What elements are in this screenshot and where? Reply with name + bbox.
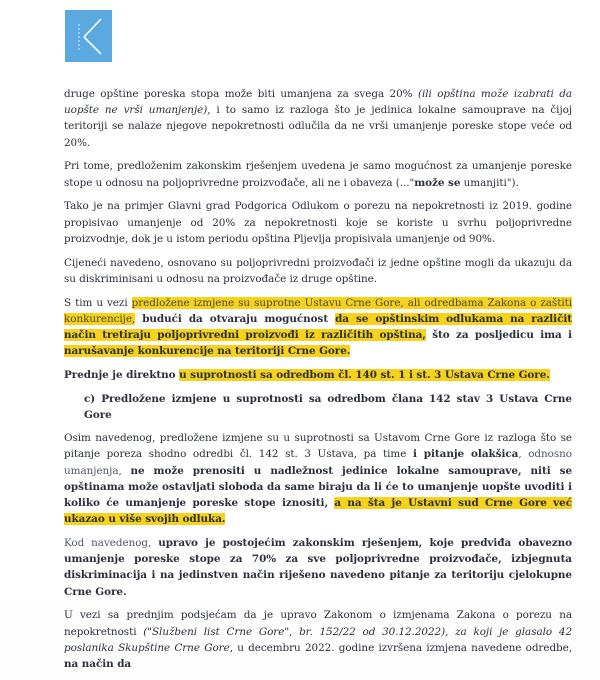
text: Kod navedenog, [64, 537, 159, 550]
text: , u decembru 2022. godine izvršena izmjena navedene odredbe, [229, 641, 572, 654]
paragraph-6 [64, 367, 572, 383]
text: umanjiti"). [460, 176, 519, 189]
paragraph-5 [64, 295, 572, 360]
paragraph-8 [64, 535, 572, 600]
text: S tim u vezi [64, 296, 132, 309]
paragraph-3: Tako je na primjer Glavni grad Podgorica Odlukom o porezu na nepokretnosti iz 2019. godine propisivao umanjenje od 20% za nepokretnosti koje se koriste u svrhu poljoprivredne proizvodnje, dok je u istom periodu opština Pljevlja propisivala umanjenje od 90%. [64, 200, 572, 245]
paragraph-7 [64, 430, 572, 527]
text: Osim navedenog, predložene izmjene su u suprotnosti sa Ustavom Crne Gore iz razloga što se pitanje poreza shodno odredbi čl. 142 st. 3 Ustava, pa time [64, 432, 572, 461]
highlighted-bold-text: u suprotnosti sa odredbom čl. 140 st. 1 i st. 3 Ustava Crne Gore. [179, 369, 550, 382]
law-office-logo [65, 10, 112, 62]
section-heading-c: c) Predložene izmjene u suprotnosti sa odredbom člana 142 stav 3 Ustava Crne Gore [84, 392, 572, 422]
highlighted-bold-text: narušavanje konkurencije na teritoriji Crne Gore. [64, 345, 351, 358]
italic-text: ("Službeni list Crne Gore", br. 152/22 od 30.12.2022), za koji je glasalo 42 poslanika Skupštine Crne Gore [64, 625, 573, 654]
text: Pri tome, predloženim zakonskim rješenjem uvedena je samo mogućnost za umanjenje poreske stope u odnosu na poljoprivredne proizvođače, ali ne i obaveza (..." [64, 160, 572, 189]
bold-text: Prednje je direktno [64, 369, 180, 382]
bold-text: upravo je postojećim zakonskim rješenjem, koje predviđa obavezno umanjenje poreske stope za 70% za sve poljoprivredne proizvođače, izbjegnuta diskriminacija i na jedinstven način riješeno navedeno pitanje za teritoriju cjelokupne Crne Gore. [64, 537, 572, 598]
text: U vezi sa prednjim podsjećam da je upravo Zakonom o izmjenama Zakona o porezu na nepokretnosti [64, 609, 572, 638]
bold-text: ne može prenositi u nadležnost jedinice lokalne samouprave, niti se opštinama može ostavljati sloboda da same biraju da li će to umanjenje uopšte uvoditi i koliko će umanjenje poreske stope iznositi, [64, 464, 572, 510]
paragraph-9 [64, 607, 572, 672]
text: , odnosno umanjenja, [64, 448, 572, 477]
paragraph-2 [64, 158, 572, 190]
text: druge opštine poreska stopa može biti umanjena za svega 20% [64, 88, 418, 100]
highlighted-text: predložene izmjene su suprotne Ustavu Crne Gore, ali odredbama Zakona o zaštiti konkurencije, [64, 296, 573, 325]
bold-text: na način da [64, 658, 132, 671]
bold-text: može se [414, 176, 461, 189]
highlighted-bold-text: a na šta je Ustavni sud Crne Gore već ukazao u više svojih odluka. [64, 497, 572, 526]
document-body [64, 86, 572, 680]
italic-text: (ili opština može izabrati da uopšte ne vrši umanjenje) [64, 88, 572, 117]
k-letter-logo-icon [65, 10, 112, 62]
paragraph-1 [64, 86, 572, 151]
text: , i to samo iz razloga što je jedinica lokalne samouprave na čijoj teritoriji se nalaze njegove nepokretnosti odlučila da ne vrši umanjenje poreske stope veće od 20%. [64, 104, 572, 149]
paragraph-4: Cijeneći navedeno, osnovano su poljoprivredni proizvođači iz jedne opštine mogli da ukazuju da su diskriminisani u odnosu na proizvođače iz druge opštine. [64, 256, 572, 285]
bold-text: i pitanje olakšica [412, 448, 519, 461]
bold-text: budući da otvaraju mogućnost [135, 312, 336, 325]
bold-text: što za posljedicu ima i [425, 329, 572, 342]
highlighted-bold-text: da se opštinskim odlukama na različit način tretiraju poljoprivredni proizvođi iz različitih opština, [64, 312, 572, 342]
